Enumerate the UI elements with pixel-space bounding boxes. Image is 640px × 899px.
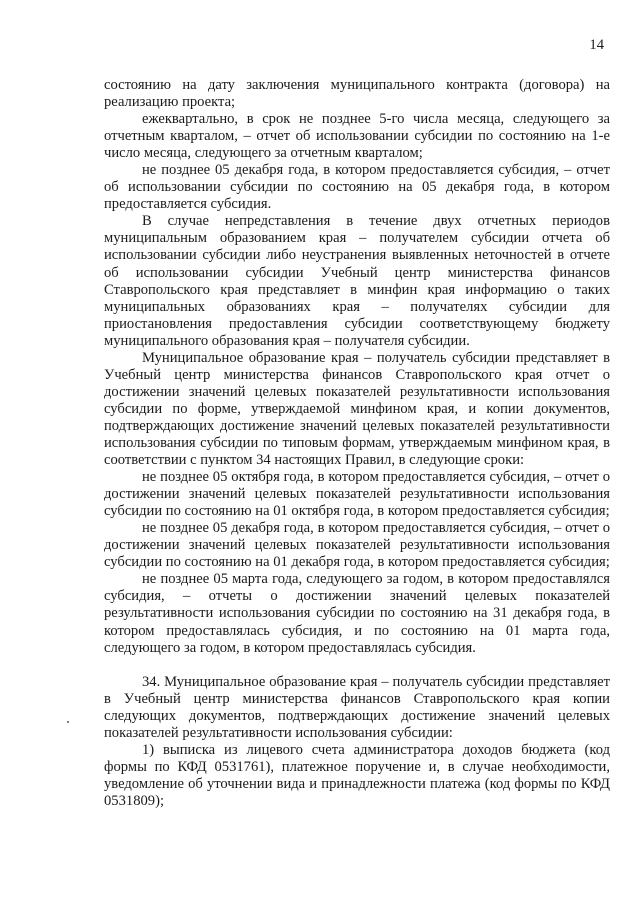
paragraph-non-submission: В случае непредставления в течение двух отчетных периодов муниципальным образованием края – получателем субсидии отчета об использовании субсидии либо неустранения выявленных неточностей в отчете об использовании субсидии Учебный центр министерства финансов Ставропольского края представляет в минфин края информацию о таких муниципальных образованиях края – получателях субсидии для приостановления предоставления субсидии соответствующему бюджету муниципального образования края – получателя субсидии. (104, 213, 610, 349)
paragraph-target-indicators: Муниципальное образование края – получатель субсидии представляет в Учебный центр министерства финансов Ставропольского края отчет о достижении значений целевых показателей результативности использования субсидии по форме, утверждаемой минфином края, и копии документов, подтверждающих достижение значений целевых показателей результативности использования субсидии по типовым формам, утверждаемым минфином края, в соответствии с пунктом 34 настоящих Правил, в следующие сроки: (104, 349, 610, 469)
document-body (104, 77, 610, 810)
paragraph-october-deadline: не позднее 05 октября года, в котором предоставляется субсидия, – отчет о достижении значений целевых показателей результативности использования субсидии по состоянию на 01 октября года, в котором предоставляется субсидия; (104, 469, 610, 520)
margin-dot (67, 721, 69, 723)
paragraph-quarterly-report: ежеквартально, в срок не позднее 5-го числа месяца, следующего за отчетным кварталом, – отчет об использовании субсидии по состоянию на 1-е число месяца, следующего за отчетным кварталом; (104, 111, 610, 162)
page-number: 14 (589, 37, 604, 53)
paragraph-december-deadline: не позднее 05 декабря года, в котором предоставляется субсидия, – отчет о достижении значений целевых показателей результативности использования субсидии по состоянию на 01 декабря года, в котором предоставляется субсидия; (104, 520, 610, 571)
paragraph-continuation: состоянию на дату заключения муниципального контракта (договора) на реализацию проекта; (104, 77, 610, 111)
paragraph-march-deadline: не позднее 05 марта года, следующего за годом, в котором предоставлялся субсидия, – отчеты о достижении значений целевых показателей результативности использования субсидии по состоянию на 31 декабря года, в котором предоставлялась субсидия, и по состоянию на 01 марта года, следующего за годом, в котором предоставлялась субсидия. (104, 571, 610, 656)
paragraph-section-34: 34. Муниципальное образование края – получатель субсидии представляет в Учебный центр министерства финансов Ставропольского края копии следующих документов, подтверждающих достижение значений целевых показателей результативности использования субсидии: (104, 673, 610, 741)
paragraph-december-report: не позднее 05 декабря года, в котором предоставляется субсидия, – отчет об использовании субсидии по состоянию на 05 декабря года, в котором предоставляется субсидия. (104, 162, 610, 213)
paragraph-item-1: 1) выписка из лицевого счета администратора доходов бюджета (код формы по КФД 0531761), платежное поручение и, в случае необходимости, уведомление об уточнении вида и принадлежности платежа (код формы по КФД 0531809); (104, 741, 610, 809)
